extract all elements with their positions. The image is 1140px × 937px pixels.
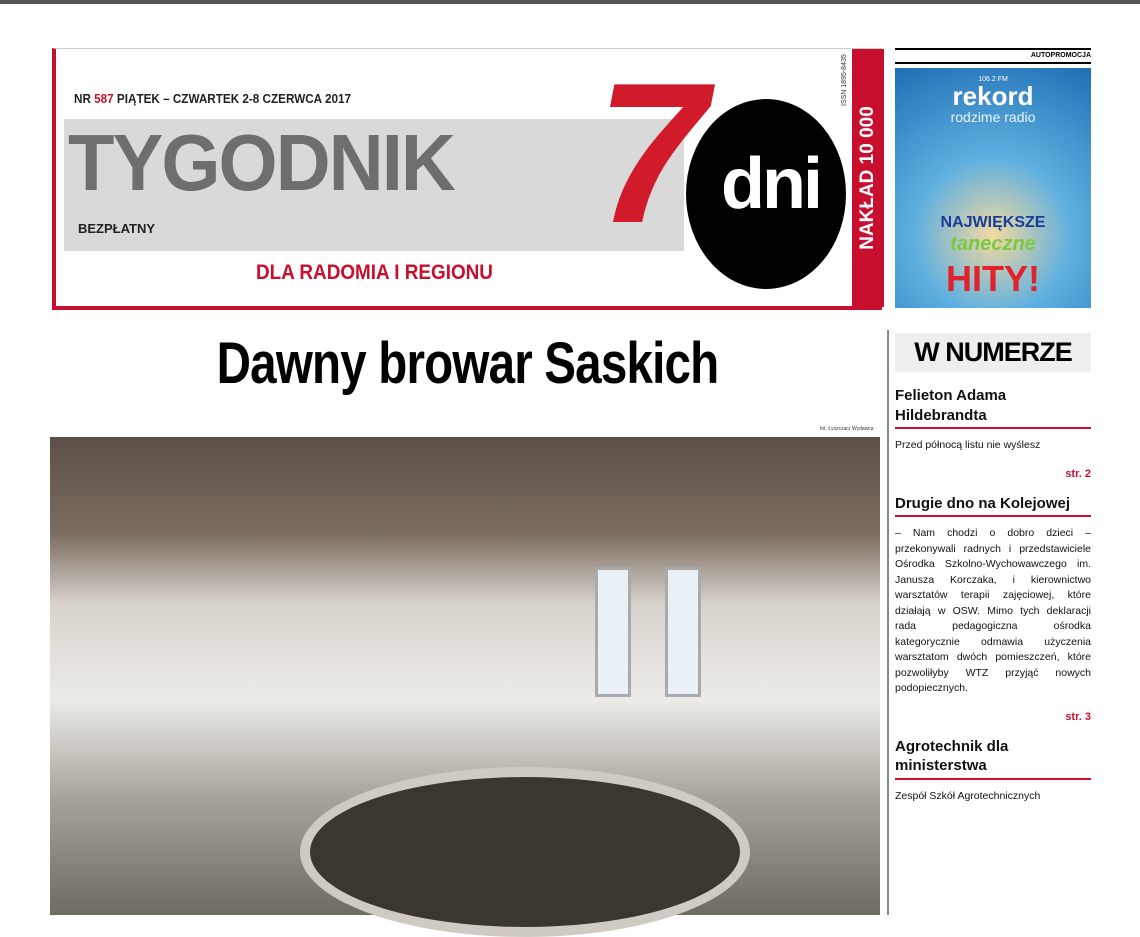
ad-label: AUTOPROMOCJA bbox=[895, 48, 1091, 64]
ad-line-3: HITY! bbox=[946, 258, 1040, 299]
photo-credit: fot. Łyszczarz Wydawca bbox=[820, 426, 874, 432]
sidebar-item[interactable] bbox=[895, 386, 1091, 480]
item-text: Przed północą listu nie wyślesz bbox=[895, 439, 1041, 451]
issn: ISSN 1895-8435 bbox=[840, 51, 850, 109]
ad-line-2: taneczne bbox=[950, 233, 1036, 255]
main-headline: Dawny browar Saskich bbox=[216, 331, 719, 396]
circulation-text: NAKŁAD 10 000 bbox=[857, 106, 879, 250]
column-divider bbox=[887, 330, 889, 915]
circulation bbox=[852, 49, 884, 307]
masthead bbox=[52, 42, 882, 310]
ad-slogan: rodzime radio bbox=[950, 109, 1036, 125]
newspaper-title: TYGODNIK bbox=[68, 118, 454, 207]
window bbox=[665, 567, 701, 697]
issue-info: NR 587 PIĄTEK – CZWARTEK 2-8 CZERWCA 2017 bbox=[74, 91, 351, 106]
top-border bbox=[0, 0, 1140, 4]
sidebar-title: W NUMERZE bbox=[895, 333, 1091, 372]
ad-line-1: NAJWIĘKSZE bbox=[940, 214, 1046, 231]
floor-opening bbox=[300, 767, 750, 937]
ad-brand: rekord bbox=[952, 81, 1034, 111]
in-this-issue-sidebar bbox=[895, 333, 1091, 804]
free-label: BEZPŁATNY bbox=[78, 221, 156, 236]
region-tagline: DLA RADOMIA I REGIONU bbox=[256, 261, 493, 284]
sidebar-item[interactable] bbox=[895, 737, 1091, 805]
item-text: – Nam chodzi o dobro dzieci – przekonywali radnych i przedstawiciele Ośrodka Szkolno-Wychowawczego im. Janusza Korczaka, i kierownictwo warsztatów terapii zajęciowej, które działają w OSW. Mimo tych deklaracji rada pedagogiczna ośrodka kategorycznie odmawia użyczenia warsztatom dwóch pomieszczeń, które pozwoliłyby WTZ przyjąć nowych podopiecznych. bbox=[895, 527, 1091, 695]
ad-frequency: 106.2 FM bbox=[978, 76, 1008, 83]
logo-dni: dni bbox=[721, 144, 820, 224]
item-title: Felieton Adama Hildebrandta bbox=[895, 386, 1091, 429]
item-page: str. 3 bbox=[1065, 710, 1091, 723]
window bbox=[595, 567, 631, 697]
item-title: Agrotechnik dla ministerstwa bbox=[895, 737, 1091, 780]
main-photo bbox=[50, 437, 880, 915]
sidebar-item[interactable] bbox=[895, 494, 1091, 723]
advertisement[interactable] bbox=[895, 48, 1091, 310]
item-text: Zespół Szkół Agrotechnicznych bbox=[895, 789, 1041, 802]
item-page: str. 2 bbox=[1065, 467, 1091, 480]
ad-image bbox=[895, 68, 1091, 308]
logo-seven: 7 bbox=[596, 42, 708, 265]
item-title: Drugie dno na Kolejowej bbox=[895, 494, 1091, 518]
